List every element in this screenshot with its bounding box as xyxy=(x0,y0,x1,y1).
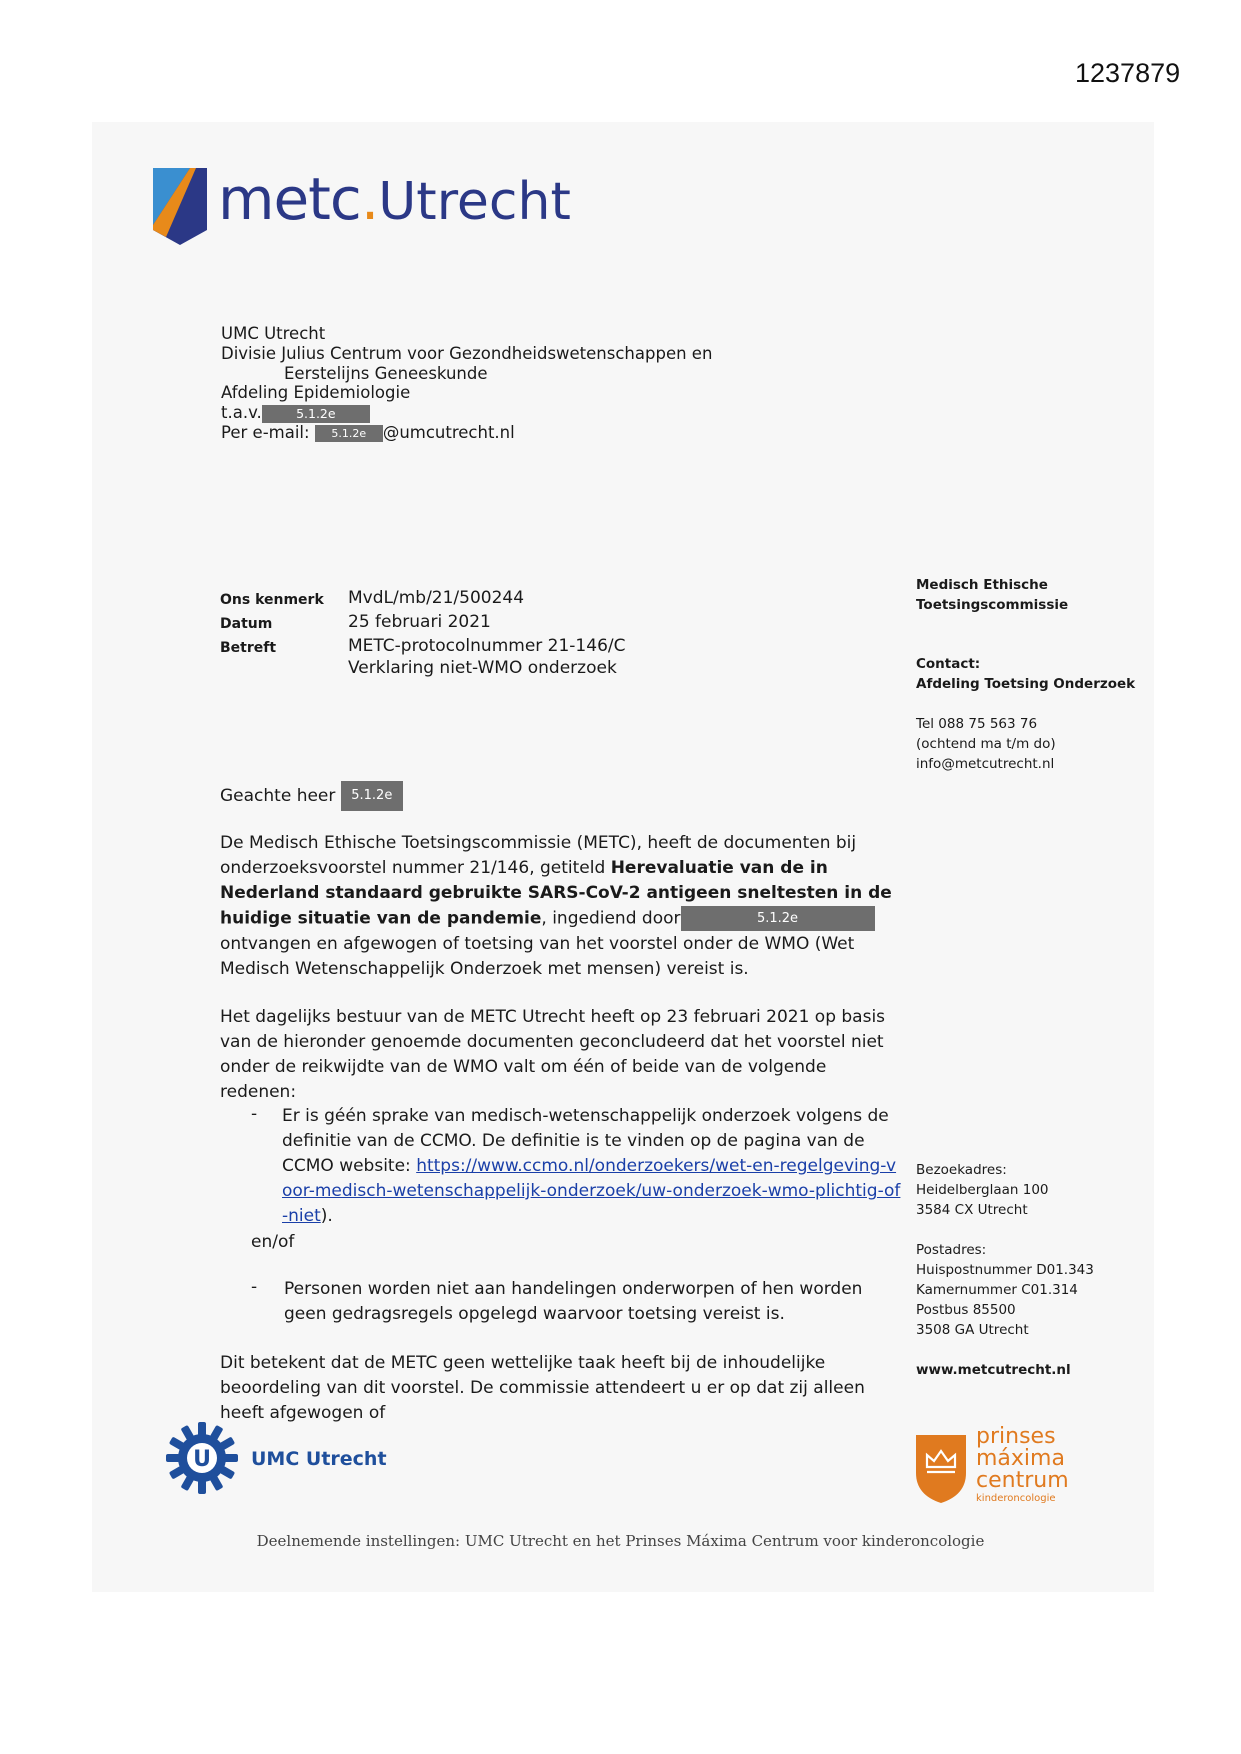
maxima-line-1: prinses xyxy=(976,1424,1056,1449)
kenmerk-value: MvdL/mb/21/500244 xyxy=(348,588,525,608)
redaction-box: 5.1.2e xyxy=(315,425,383,442)
contact-label: Contact: xyxy=(916,656,981,672)
website-link[interactable]: www.metcutrecht.nl xyxy=(916,1362,1071,1378)
contact-tel: Tel 088 75 563 76 xyxy=(916,716,1038,732)
p1-submitted: , ingediend door xyxy=(541,908,681,929)
tav-prefix: t.a.v. xyxy=(221,403,262,422)
logo-city: Utrecht xyxy=(378,172,571,232)
maxima-line-2: máxima xyxy=(976,1446,1065,1471)
post-box: Postbus 85500 xyxy=(916,1302,1016,1318)
bullet-1-text: Er is géén sprake van medisch-wetenschappelijk onderzoek volgens de definitie van de CCMO. De definitie is te vinden op de pagina van de CCMO website: xyxy=(282,1106,889,1176)
sidebar-committee xyxy=(916,575,1068,615)
salutation-text: Geachte heer xyxy=(220,786,336,806)
logo-dot: . xyxy=(360,165,379,233)
umc-utrecht-name: UMC Utrecht xyxy=(251,1448,387,1470)
post-room: Kamernummer C01.314 xyxy=(916,1282,1078,1298)
metc-utrecht-logo xyxy=(218,165,571,233)
visit-street: Heidelberglaan 100 xyxy=(916,1182,1049,1198)
bullet-1 xyxy=(282,1104,902,1229)
betreft-value-2: Verklaring niet-WMO onderzoek xyxy=(348,658,617,678)
visit-city: 3584 CX Utrecht xyxy=(916,1202,1028,1218)
betreft-label: Betreft xyxy=(220,640,277,656)
addressee-line-1: UMC Utrecht xyxy=(221,324,326,343)
datum-label: Datum xyxy=(220,616,273,632)
post-label: Postadres: xyxy=(916,1242,987,1258)
maxima-wordmark xyxy=(976,1426,1069,1506)
addressee-tav xyxy=(221,403,370,423)
paragraph-3: Dit betekent dat de METC geen wettelijke taak heeft bij de inhoudelijke beoordeling van dit voorstel. De commissie attendeert u er op dat zij alleen heeft afgewogen of xyxy=(220,1353,865,1423)
p1-conclusion: ontvangen en afgewogen of toetsing van het voorstel onder de WMO (Wet Medisch Wetenschappelijk Onderzoek met mensen) vereist is. xyxy=(220,933,855,979)
addressee-line-2: Divisie Julius Centrum voor Gezondheidswetenschappen en xyxy=(221,344,713,363)
addressee-line-3: Eerstelijns Geneeskunde xyxy=(284,364,488,383)
post-city: 3508 GA Utrecht xyxy=(916,1322,1029,1338)
logo-word: metc xyxy=(218,165,361,233)
contact-dept: Afdeling Toetsing Onderzoek xyxy=(916,676,1136,692)
study-title: Herevaluatie van de in Nederland standaard gebruikte SARS-CoV-2 antigeen sneltesten in de huidige situatie van de pandemie xyxy=(220,858,892,929)
ccmo-link[interactable]: https://www.ccmo.nl/onderzoekers/wet-en-regelgeving-voor-medisch-wetenschappelijk-onderzoek/uw-onderzoek-wmo-plichtig-of-niet xyxy=(282,1156,901,1226)
maxima-line-3: centrum xyxy=(976,1468,1069,1493)
redaction-box: 5.1.2e xyxy=(262,405,370,423)
sidebar-contact xyxy=(916,654,1135,694)
redaction-box: 5.1.2e xyxy=(341,781,403,811)
sidebar-website[interactable] xyxy=(916,1360,1071,1380)
email-suffix: @umcutrecht.nl xyxy=(382,423,515,442)
contact-email[interactable]: info@metcutrecht.nl xyxy=(916,756,1055,772)
bullet-1-end: ). xyxy=(320,1206,333,1226)
maxima-line-4: kinderoncologie xyxy=(976,1493,1056,1504)
paragraph-2: Het dagelijks bestuur van de METC Utrecht heeft op 23 februari 2021 op basis van de hieronder genoemde documenten geconcludeerd dat het voorstel niet onder de reikwijdte van de WMO valt om één of beide van de volgende redenen: xyxy=(220,1007,886,1102)
visit-label: Bezoekadres: xyxy=(916,1162,1007,1178)
bullet-dash: - xyxy=(251,1104,258,1124)
committee-line-1: Medisch Ethische xyxy=(916,577,1048,593)
umc-emblem-letter: U xyxy=(193,1447,211,1472)
kenmerk-label: Ons kenmerk xyxy=(220,592,324,608)
addressee-line-4: Afdeling Epidemiologie xyxy=(221,383,411,402)
committee-line-2: Toetsingscommissie xyxy=(916,597,1069,613)
salutation xyxy=(220,781,620,811)
betreft-value-1: METC-protocolnummer 21-146/C xyxy=(348,636,626,656)
datum-value: 25 februari 2021 xyxy=(348,612,491,632)
sidebar-visit-address xyxy=(916,1160,1049,1220)
sidebar-post-address xyxy=(916,1240,1094,1340)
umc-utrecht-emblem-icon xyxy=(164,1420,240,1496)
maxima-shield-icon xyxy=(914,1433,968,1505)
email-prefix: Per e-mail: xyxy=(221,423,310,442)
paragraph-1 xyxy=(220,831,900,982)
bullet-2: Personen worden niet aan handelingen onderworpen of hen worden geen gedragsregels opgelegd waarvoor toetsing vereist is. xyxy=(284,1279,863,1324)
p1-intro: De Medisch Ethische Toetsingscommissie (METC), heeft de documenten bij onderzoeksvoorstel nummer 21/146, getiteld xyxy=(220,833,857,878)
and-or: en/of xyxy=(251,1232,295,1252)
document-number: 1237879 xyxy=(1075,58,1181,88)
participating-institutions: Deelnemende instellingen: UMC Utrecht en het Prinses Máxima Centrum voor kinderoncologie xyxy=(256,1532,985,1550)
sidebar-phone xyxy=(916,714,1056,774)
bullet-dash: - xyxy=(251,1277,258,1297)
addressee-email xyxy=(221,423,515,443)
metc-shield-logo-icon xyxy=(150,165,210,247)
redaction-box: 5.1.2e xyxy=(681,906,875,931)
contact-hours: (ochtend ma t/m do) xyxy=(916,736,1056,752)
post-house: Huispostnummer D01.343 xyxy=(916,1262,1094,1278)
